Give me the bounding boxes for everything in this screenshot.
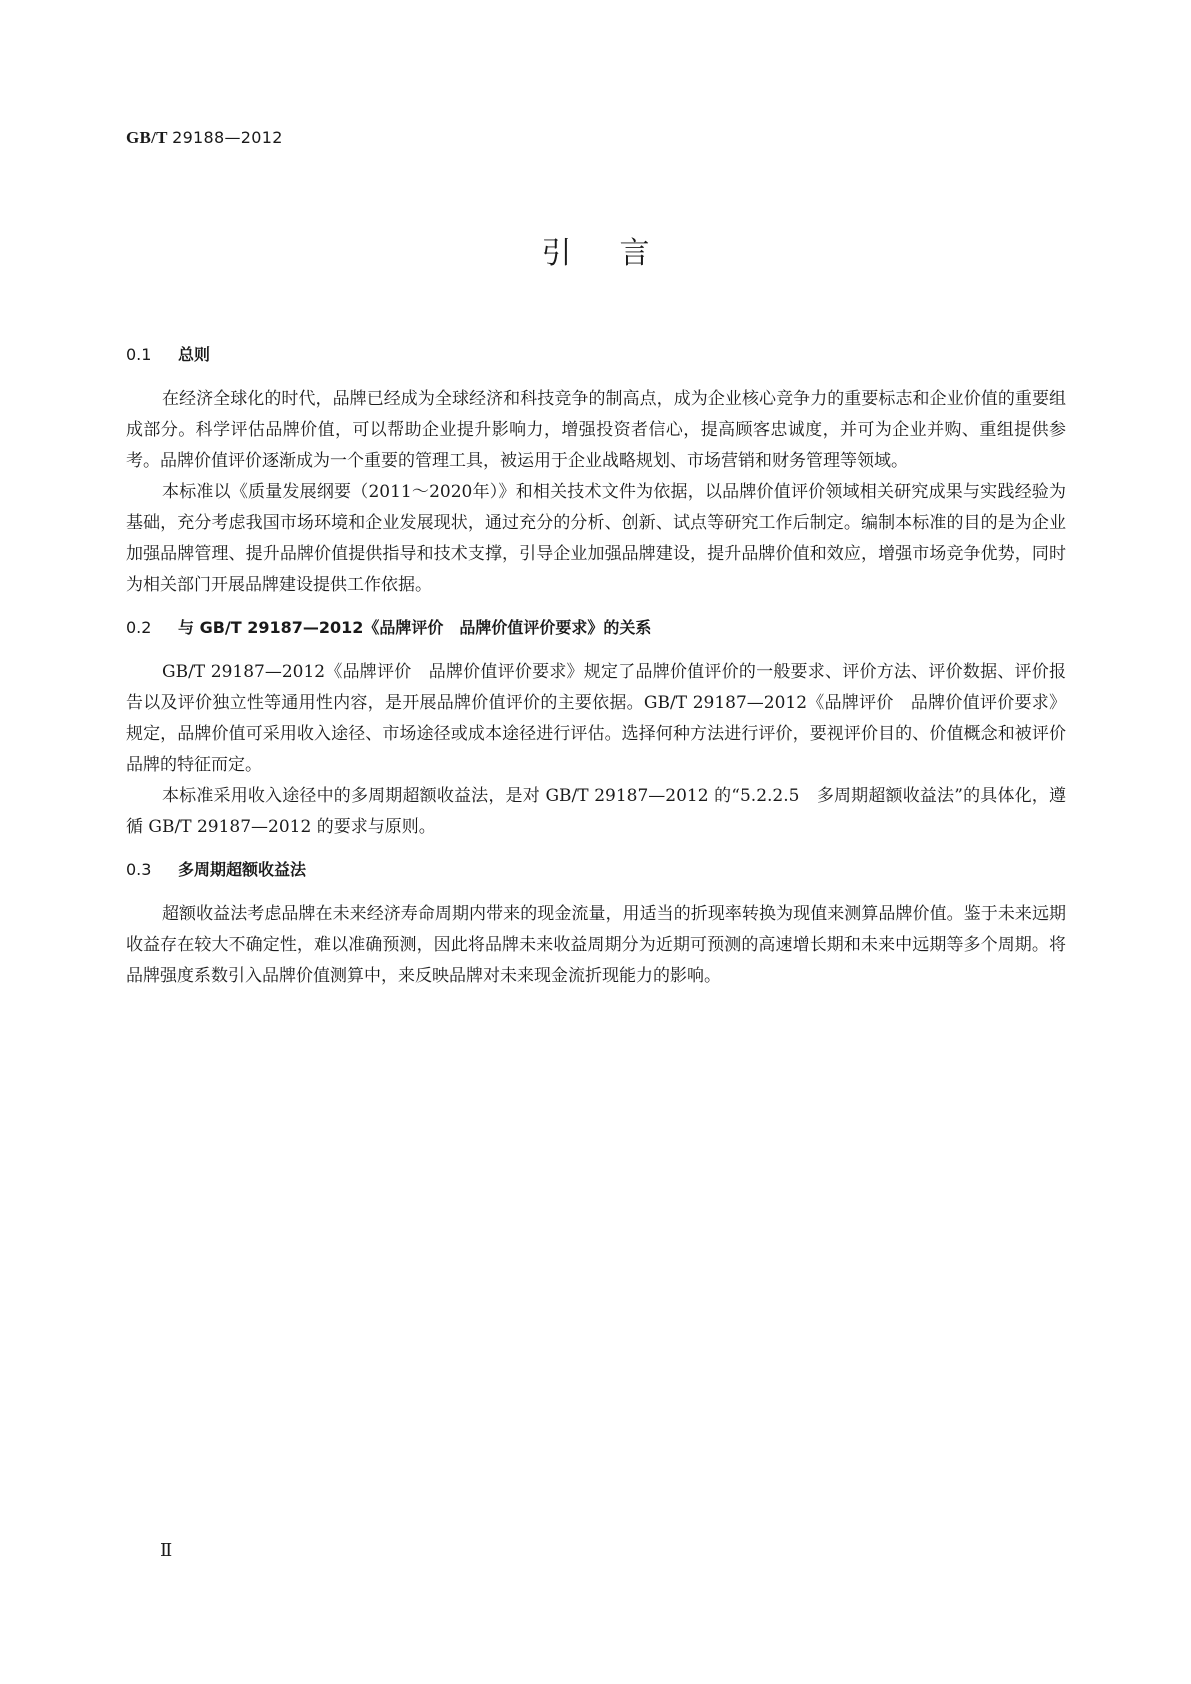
section-multi-period-excess-earnings bbox=[126, 855, 1066, 992]
section-number: 0.2 bbox=[126, 618, 152, 637]
standard-prefix: GB/T bbox=[126, 128, 168, 147]
paragraph: 超额收益法考虑品牌在未来经济寿命周期内带来的现金流量，用适当的折现率转换为现值来测算品牌价值。鉴于未来远期收益存在较大不确定性，难以准确预测，因此将品牌未来收益周期分为近期可预测的高速增长期和未来中远期等多个周期。将品牌强度系数引入品牌价值测算中，来反映品牌对未来现金流折现能力的影响。 bbox=[126, 904, 1066, 986]
standard-number: 29188—2012 bbox=[172, 128, 283, 147]
section-relation bbox=[126, 613, 1066, 843]
section-heading bbox=[126, 340, 1066, 370]
section-general bbox=[126, 340, 1066, 601]
paragraph: 本标准采用收入途径中的多周期超额收益法，是对 GB/T 29187—2012 的“5.2.2.5 多周期超额收益法”的具体化，遵循 GB/T 29187—2012 的要求与原则。 bbox=[126, 786, 1066, 837]
section-title: 多周期超额收益法 bbox=[178, 860, 307, 879]
section-title: 与 GB/T 29187—2012《品牌评价 品牌价值评价要求》的关系 bbox=[178, 618, 652, 637]
paragraph: GB/T 29187—2012《品牌评价 品牌价值评价要求》规定了品牌价值评价的一般要求、评价方法、评价数据、评价报告以及评价独立性等通用性内容，是开展品牌价值评价的主要依据。GB/T 29187—2012《品牌评价 品牌价值评价要求》规定，品牌价值可采用收入途径、市场途径或成本途径进行评估。选择何种方法进行评价，要视评价目的、价值概念和被评价品牌的特征而定。 bbox=[126, 662, 1066, 775]
standard-code bbox=[126, 128, 283, 148]
page-title: 引言 bbox=[541, 236, 698, 271]
section-heading bbox=[126, 613, 1066, 643]
section-number: 0.3 bbox=[126, 860, 152, 879]
document-body bbox=[126, 340, 1066, 992]
page-number: Ⅱ bbox=[160, 1540, 173, 1560]
paragraph: 本标准以《质量发展纲要（2011～2020年）》和相关技术文件为依据，以品牌价值评价领域相关研究成果与实践经验为基础，充分考虑我国市场环境和企业发展现状，通过充分的分析、创新、试点等研究工作后制定。编制本标准的目的是为企业加强品牌管理、提升品牌价值提供指导和技术支撑，引导企业加强品牌建设，提升品牌价值和效应，增强市场竞争优势，同时为相关部门开展品牌建设提供工作依据。 bbox=[126, 482, 1066, 595]
section-heading bbox=[126, 855, 1066, 885]
section-title: 总则 bbox=[178, 345, 211, 364]
section-number: 0.1 bbox=[126, 345, 152, 364]
paragraph: 在经济全球化的时代，品牌已经成为全球经济和科技竞争的制高点，成为企业核心竞争力的重要标志和企业价值的重要组成部分。科学评估品牌价值，可以帮助企业提升影响力，增强投资者信心，提高顾客忠诚度，并可为企业并购、重组提供参考。品牌价值评价逐渐成为一个重要的管理工具，被运用于企业战略规划、市场营销和财务管理等领域。 bbox=[126, 389, 1066, 471]
